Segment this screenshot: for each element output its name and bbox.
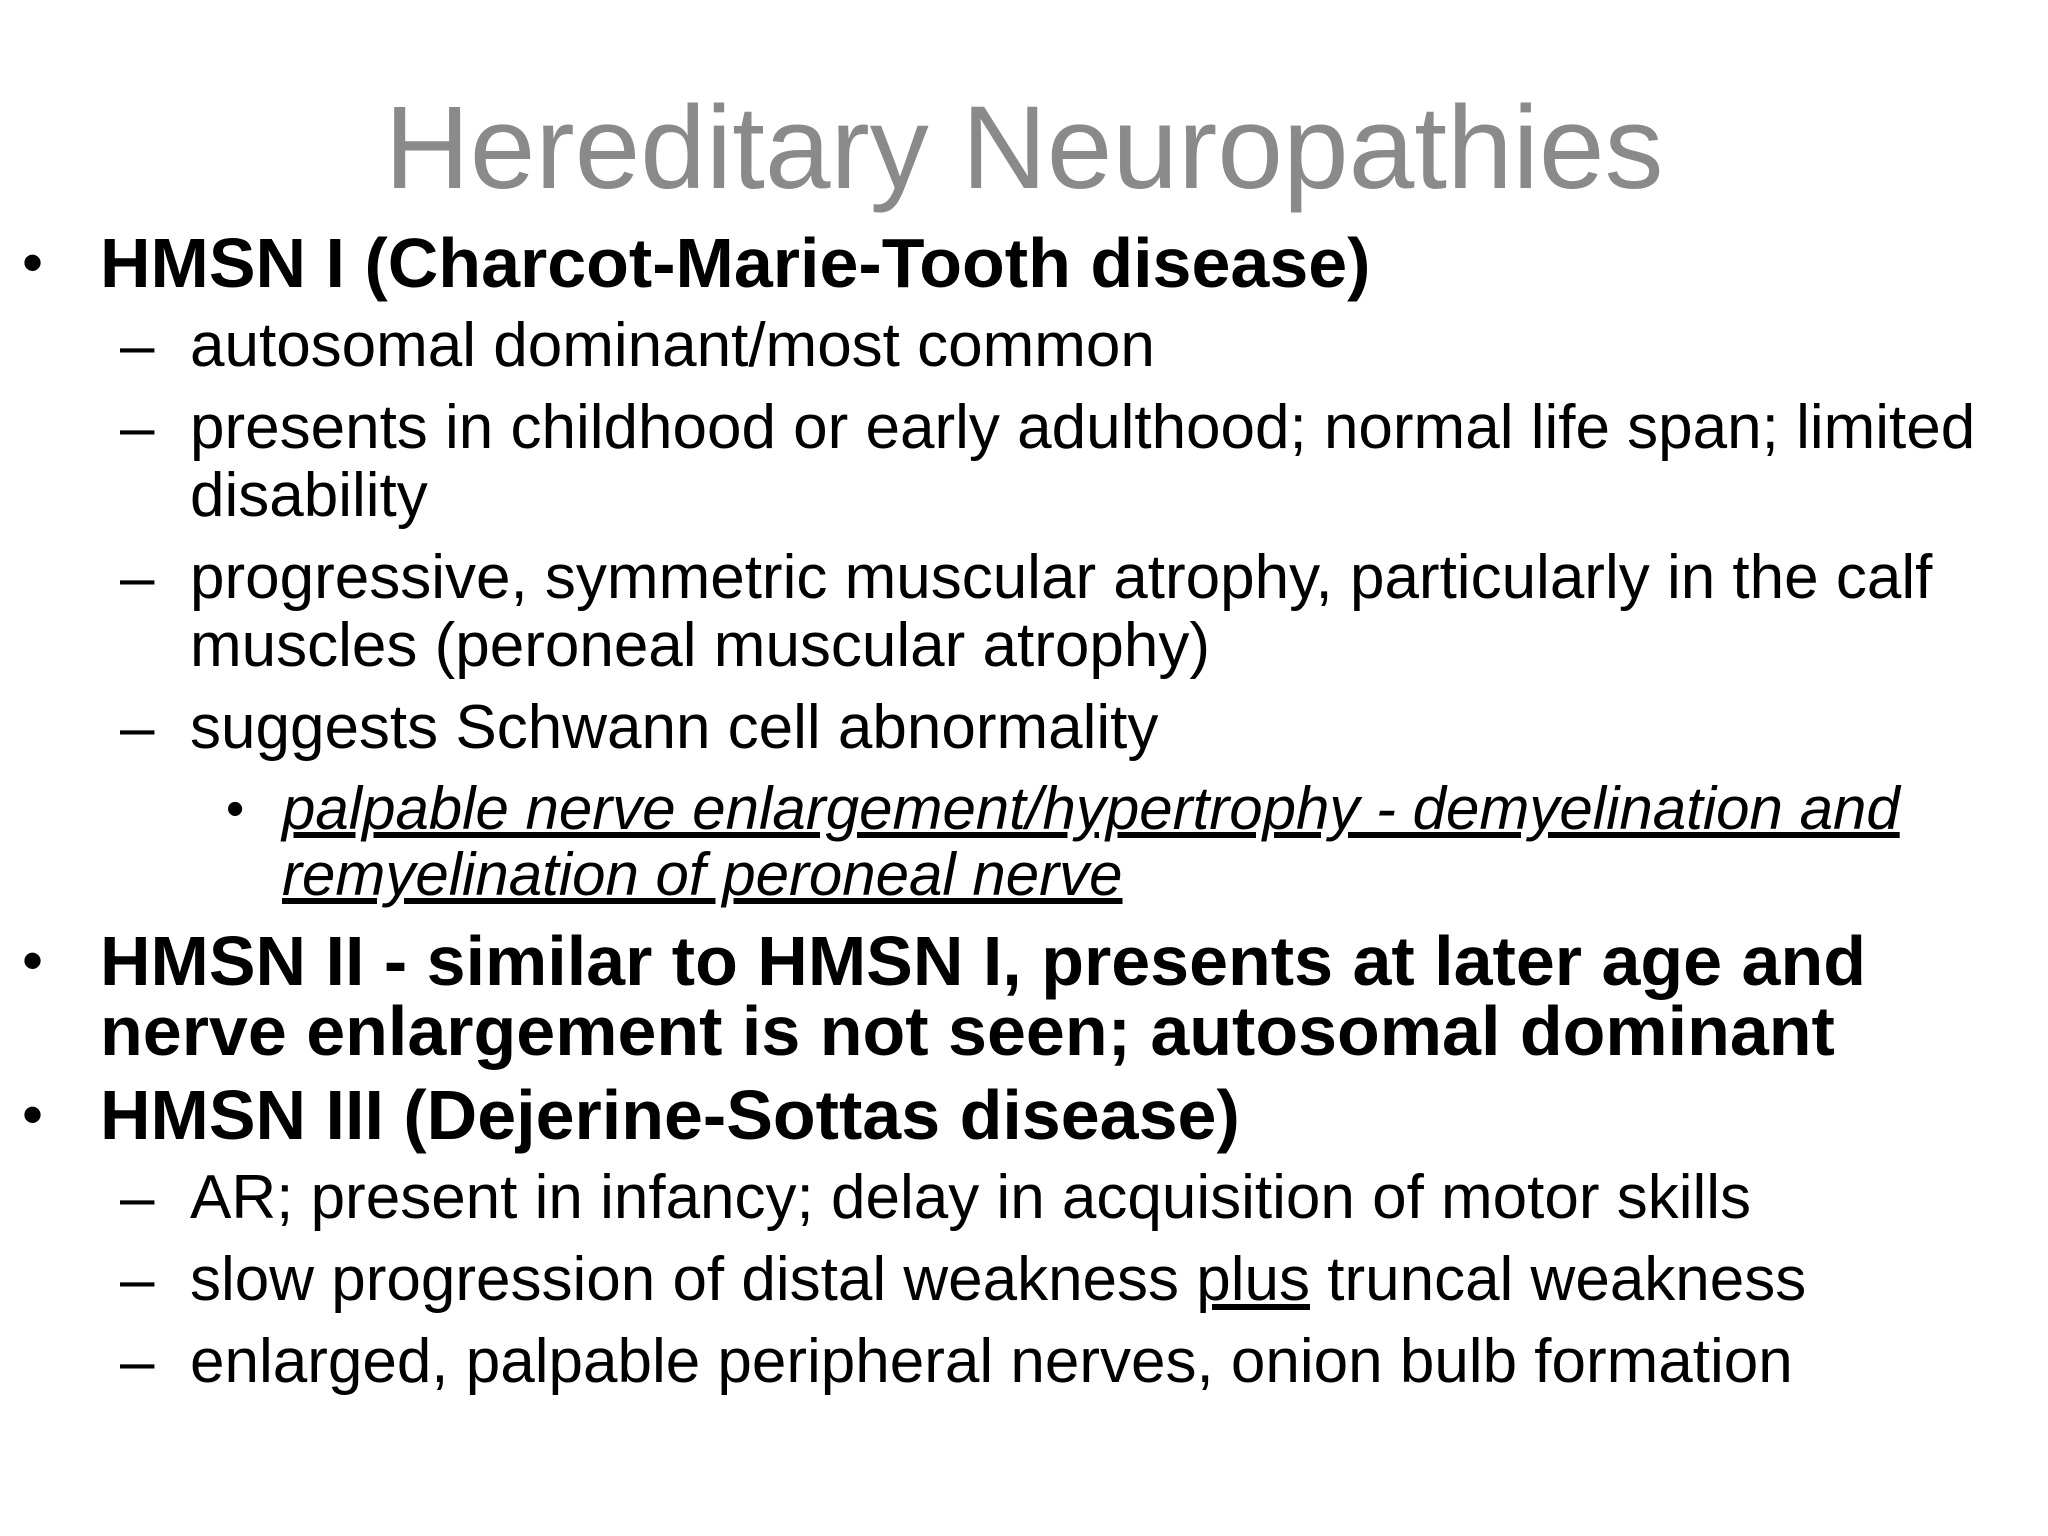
bullet-hmsn-1 [0, 224, 2048, 302]
subbullet-text: autosomal dominant/most common [190, 311, 1155, 380]
dash-marker: – [120, 393, 155, 462]
subbullet-text: enlarged, palpable peripheral nerves, onion bulb formation [190, 1327, 1793, 1396]
subbullet-hmsn1-presentation [0, 394, 2030, 530]
dash-marker: – [120, 1163, 155, 1232]
emphasis-text: plus [1196, 1245, 1311, 1314]
bullet-hmsn-3 [0, 1076, 2048, 1154]
dash-marker: – [120, 1327, 155, 1396]
dash-marker: – [120, 543, 155, 612]
subbullet-hmsn1-schwann [0, 694, 2030, 762]
dash-marker: – [120, 1245, 155, 1314]
bullet-text: HMSN II - similar to HMSN I, presents at later age and nerve enlargement is not seen; autosomal dominant [100, 922, 1866, 1070]
subbullet-text-end: truncal weakness [1310, 1245, 1807, 1314]
bullet-marker: • [226, 780, 245, 838]
subbullet-hmsn1-atrophy [0, 544, 2030, 680]
dash-marker: – [120, 693, 155, 762]
subbullet-text: presents in childhood or early adulthood; normal life span; limited disability [190, 393, 1976, 530]
subbullet-hmsn3-onset [0, 1164, 2030, 1232]
dash-marker: – [120, 311, 155, 380]
slide-title: Hereditary Neuropathies [384, 82, 1664, 214]
bullet-marker: • [22, 1081, 44, 1148]
bullet-text: HMSN III (Dejerine-Sottas disease) [100, 1076, 1240, 1154]
bullet-text: HMSN I (Charcot-Marie-Tooth disease) [100, 224, 1371, 302]
slide-content [0, 224, 2048, 1396]
subbullet-hmsn3-nerves [0, 1328, 2030, 1396]
subbullet-text-start: slow progression of distal weakness [190, 1245, 1197, 1314]
subbullet-text: progressive, symmetric muscular atrophy, particularly in the calf muscles (peroneal muscular atrophy) [190, 543, 1933, 680]
subbullet-hmsn3-weakness [0, 1246, 2030, 1314]
subbullet-text: suggests Schwann cell abnormality [190, 693, 1159, 762]
bullet-marker: • [22, 927, 44, 994]
subbullet-text: AR; present in infancy; delay in acquisition of motor skills [190, 1163, 1752, 1232]
bullet-marker: • [22, 229, 44, 296]
subsubbullet-hmsn1-nerve-enlargement [0, 776, 2042, 908]
subsubbullet-text: palpable nerve enlargement/hypertrophy - demyelination and remyelination of peroneal nerve [282, 775, 1900, 908]
bullet-hmsn-2 [0, 922, 2048, 1070]
subbullet-hmsn1-inheritance [0, 312, 2030, 380]
